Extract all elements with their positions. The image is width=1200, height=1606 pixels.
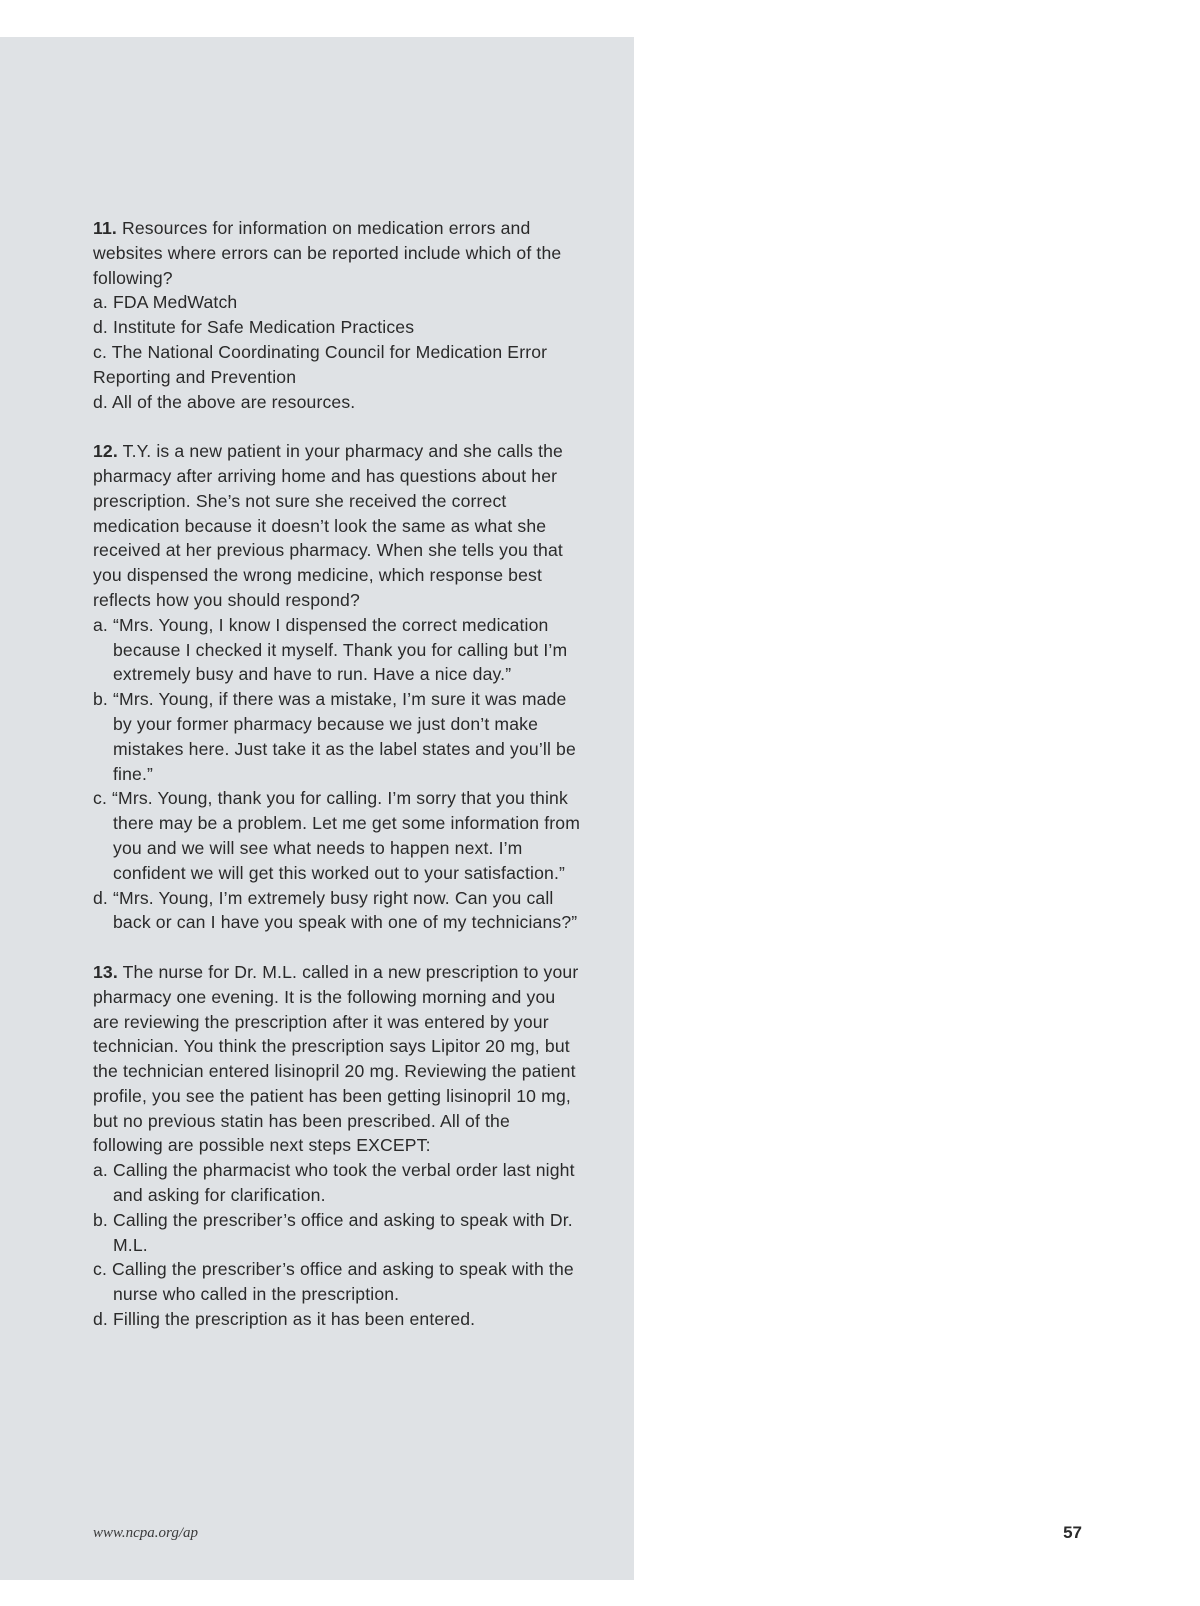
- answer-options: [93, 290, 583, 414]
- question-text: The nurse for Dr. M.L. called in a new prescription to your pharmacy one evening. It is the following morning and you are reviewing the prescription after it was entered by your technician. You think the prescription says Lipitor 20 mg, but the technician entered lisinopril 20 mg. Reviewing the patient profile, you see the patient has been getting lisinopril 10 mg, but no previous statin has been prescribed. All of the following are possible next steps EXCEPT:: [93, 961, 579, 1156]
- question-number: 11.: [93, 218, 117, 238]
- answer-option-d: d. Filling the prescription as it has been entered.: [93, 1309, 476, 1330]
- question-number: 13.: [93, 961, 118, 982]
- question-stem: [93, 960, 583, 1158]
- question-13: [93, 960, 583, 1332]
- question-text: T.Y. is a new patient in your pharmacy and she calls the pharmacy after arriving home and has questions about her prescription. She’s not sure she received the correct medication because it doesn’t look the same as what she received at her previous pharmacy. When she tells you that you dispensed the wrong medicine, which response best reflects how you should respond?: [93, 441, 563, 610]
- answer-options: [93, 1158, 583, 1332]
- question-11: [93, 216, 583, 414]
- answer-option-c: c. Calling the prescriber’s office and asking to speak with the nurse who called in the prescription.: [93, 1259, 574, 1305]
- question-stem: [93, 439, 583, 613]
- question-12: [93, 439, 583, 935]
- answer-option-b: b. Calling the prescriber’s office and asking to speak with Dr. M.L.: [93, 1209, 573, 1255]
- answer-option-b: b. “Mrs. Young, if there was a mistake, I’m sure it was made by your former pharmacy because we just don’t make mistakes here. Just take it as the label states and you’ll be fine.”: [93, 689, 576, 784]
- answer-option-a: a. Calling the pharmacist who took the verbal order last night and asking for clarification.: [93, 1160, 575, 1206]
- page-number: 57: [1063, 1523, 1082, 1542]
- answer-option-d: d. All of the above are resources.: [93, 391, 356, 412]
- quiz-questions: [93, 216, 583, 1357]
- answer-option-a: a. “Mrs. Young, I know I dispensed the correct medication because I checked it myself. Thank you for calling but I’m extremely busy and have to run. Have a nice day.”: [93, 614, 568, 685]
- question-stem: [93, 216, 583, 290]
- answer-option-c: c. “Mrs. Young, thank you for calling. I’m sorry that you think there may be a problem. Let me get some information from you and we will see what needs to happen next. I’m confident we will get this worked out to your satisfaction.”: [93, 788, 581, 883]
- footer-url: www.ncpa.org/ap: [93, 1525, 199, 1541]
- question-number: 12.: [93, 441, 118, 462]
- answer-options: [93, 613, 583, 935]
- answer-option-a: a. FDA MedWatch: [93, 292, 238, 313]
- answer-option-d: d. “Mrs. Young, I’m extremely busy right now. Can you call back or can I have you speak with one of my technicians?”: [93, 887, 578, 933]
- gray-sidebar-panel: [0, 37, 634, 1580]
- question-text: Resources for information on medication errors and websites where errors can be reported include which of the following?: [93, 218, 562, 288]
- answer-option-b: d. Institute for Safe Medication Practices: [93, 317, 415, 338]
- answer-option-c: c. The National Coordinating Council for Medication Error Reporting and Prevention: [93, 341, 548, 387]
